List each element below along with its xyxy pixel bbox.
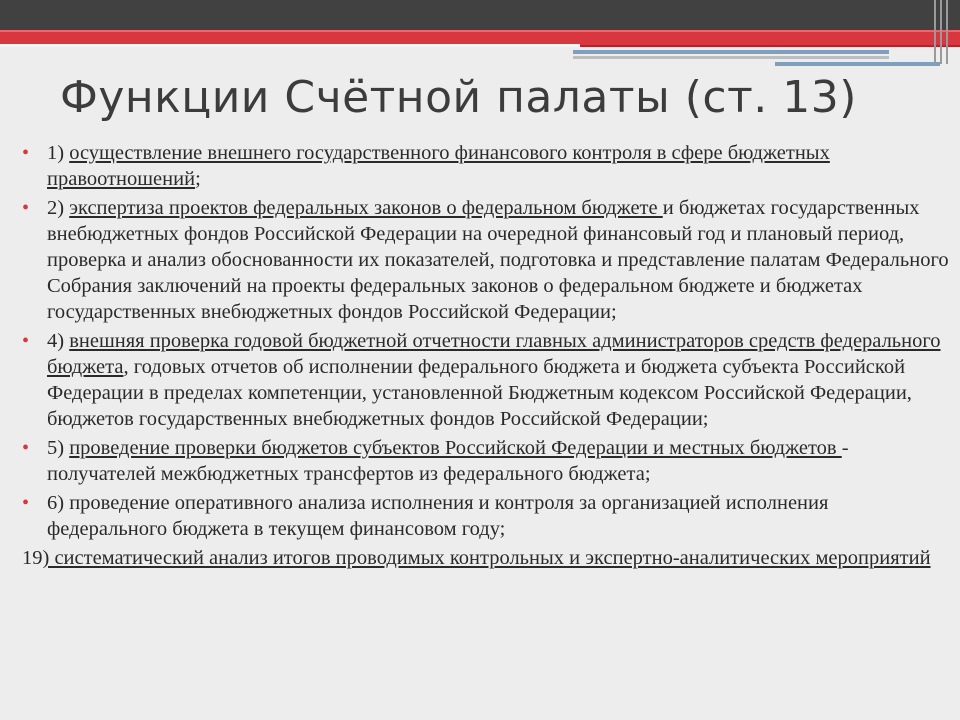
bullet-icon: •: [22, 492, 30, 514]
list-item-2: [22, 195, 952, 325]
item-number: 1): [47, 142, 70, 164]
decor-line-gray: [573, 56, 889, 59]
item-text: - получателей межбюджетных трансфертов из федерального бюджета;: [47, 437, 849, 485]
list-item-1: [22, 140, 952, 192]
item-text: 6) проведение оперативного анализа исполнения и контроля за организацией исполнения федерального бюджета в текущем финансовом году;: [47, 492, 829, 540]
bullet-icon: •: [22, 197, 30, 219]
decor-line-blue: [573, 50, 889, 54]
item-link[interactable]: экспертиза проектов федеральных законов о федеральном бюджете: [69, 197, 663, 219]
item-link[interactable]: осуществление внешнего государственного финансового контроля в сфере бюджетных правоотношений: [47, 142, 830, 190]
item-number: 5): [47, 437, 70, 459]
item-number: 2): [47, 197, 70, 219]
corner-decor-lines: [926, 0, 960, 64]
decor-line-blue-short: [775, 62, 940, 66]
list-item-5: [22, 435, 952, 487]
list-item-6: [22, 490, 952, 542]
list-item-19: [22, 545, 952, 571]
item-link[interactable]: проведение проверки бюджетов субъектов Российской Федерации и местных бюджетов: [69, 437, 842, 459]
slide-title: Функции Счётной палаты (ст. 13): [60, 72, 857, 123]
item-text: ;: [195, 168, 201, 190]
top-decor-band: [0, 0, 960, 30]
bullet-icon: •: [22, 330, 30, 352]
item-text: и бюджетах государственных внебюджетных фондов Российской Федерации на очередной финансовый год и плановый период, проверка и анализ обоснованности их показателей, подготовка и представление палатам Федерального Собрания заключений на проекты федеральных законов о федеральном бюджете и бюджетах государственных внебюджетных фондов Российской Федерации;: [47, 197, 949, 323]
item-text: , годовых отчетов об исполнении федерального бюджета и бюджета субъекта Российской Федерации в пределах компетенции, установленной Бюджетным кодексом Российской Федерации, бюджетов государственных внебюджетных фондов Российской Федерации;: [47, 356, 912, 430]
bullet-icon: •: [22, 437, 30, 459]
decor-line-white: [0, 44, 580, 47]
item-number: 19: [22, 547, 43, 569]
list-item-4: [22, 328, 952, 432]
slide-content: [22, 140, 952, 574]
item-number: 4): [47, 330, 70, 352]
item-link[interactable]: ) систематический анализ итогов проводимых контрольных и экспертно-аналитических мероприятий: [42, 547, 931, 569]
bullet-icon: •: [22, 142, 30, 164]
item-link[interactable]: внешняя проверка годовой бюджетной отчетности главных администраторов средств федерального бюджета: [47, 330, 941, 378]
